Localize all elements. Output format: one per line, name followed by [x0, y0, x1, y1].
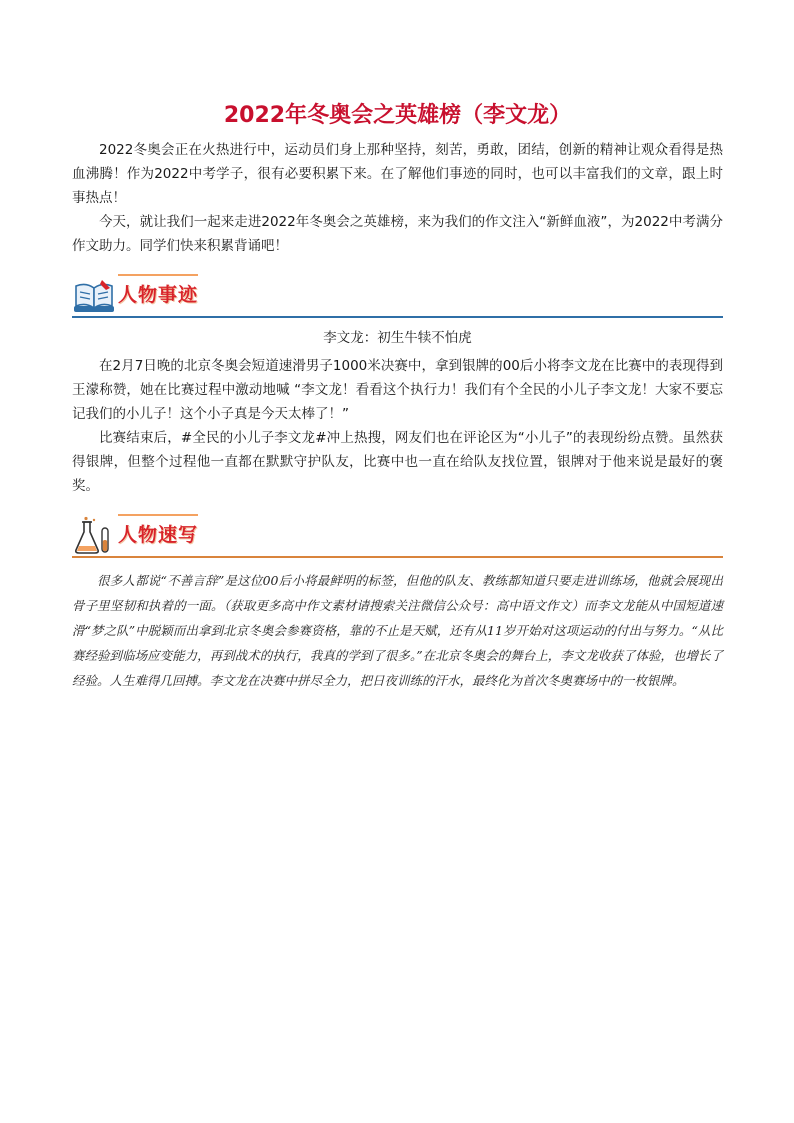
document-page [72, 100, 723, 693]
section-header-sketch [72, 512, 723, 558]
section-heading-deeds: 人物事迹 [118, 284, 199, 306]
section-divider [72, 316, 723, 318]
section-accent-line [118, 274, 198, 276]
section-divider [72, 556, 723, 558]
book-icon [72, 276, 116, 316]
section-header-deeds [72, 272, 723, 318]
deeds-paragraph-2: 比赛结束后，#全民的小儿子李文龙#冲上热搜，网友们也在评论区为“小儿子”的表现纷纷点赞。虽然获得银牌，但整个过程他一直都在默默守护队友，比赛中也一直在给队友找位置，银牌对于他来说是最好的褒奖。 [72, 430, 723, 494]
sketch-paragraph: 很多人都说“不善言辞”是这位00后小将最鲜明的标签，但他的队友、教练都知道只要走进训练场，他就会展现出骨子里坚韧和执着的一面。（获取更多高中作文素材请搜索关注微信公众号：高中语文作文）而李文龙能从中国短道速滑“梦之队”中脱颖而出拿到北京冬奥会参赛资格，靠的不止是天赋，还有从11岁开始对这项运动的付出与努力。“从比赛经验到临场应变能力，再到战术的执行，我真的学到了很多。”在北京冬奥会的舞台上，李文龙收获了体验，也增长了经验。人生难得几回搏。李文龙在决赛中拼尽全力，把日夜训练的汗水，最终化为首次冬奥赛场中的一枚银牌。 [72, 573, 723, 688]
deeds-paragraph-1: 在2月7日晚的北京冬奥会短道速滑男子1000米决赛中，拿到银牌的00后小将李文龙在比赛中的表现得到王濛称赞，她在比赛过程中激动地喊 “李文龙！看看这个执行力！我们有个全民的小儿子李文龙！大家不要忘记我们的小儿子！这个小子真是今天太棒了！” [72, 358, 723, 422]
intro-paragraph-2: 今天，就让我们一起来走进2022年冬奥会之英雄榜，来为我们的作文注入“新鲜血液”，为2022中考满分作文助力。同学们快来积累背诵吧！ [72, 214, 723, 254]
intro-paragraph-1: 2022冬奥会正在火热进行中，运动员们身上那种坚持，刻苦，勇敢，团结，创新的精神让观众看得是热血沸腾！作为2022中考学子，很有必要积累下来。在了解他们事迹的同时，也可以丰富我们的文章，跟上时事热点！ [72, 142, 723, 206]
section-accent-line [118, 514, 198, 516]
section-heading-sketch: 人物速写 [118, 524, 199, 546]
flask-icon [72, 516, 116, 556]
page-title: 2022年冬奥会之英雄榜（李文龙） [223, 103, 572, 128]
section-subtitle: 李文龙：初生牛犊不怕虎 [323, 330, 472, 346]
